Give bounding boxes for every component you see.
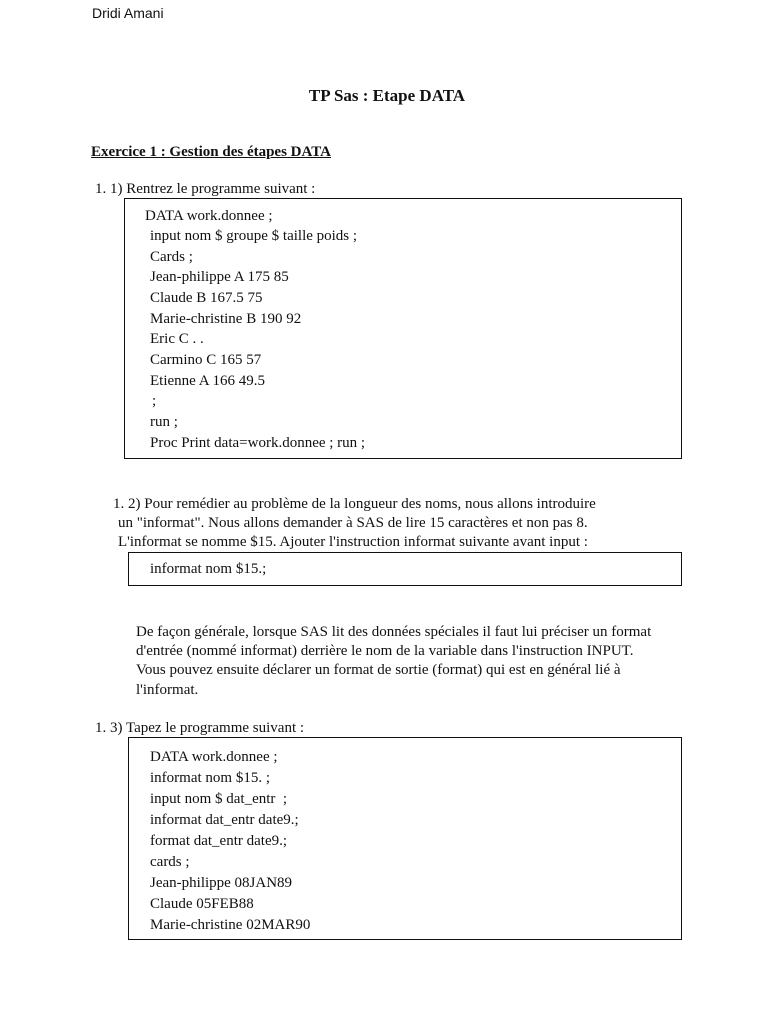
code-line: ; bbox=[152, 393, 157, 409]
step2-text-line: un "informat". Nous allons demander à SAS de lire 15 caractères et non pas 8. bbox=[118, 515, 588, 531]
code-line: Marie-christine 02MAR90 bbox=[150, 917, 311, 933]
code-line: informat nom $15. ; bbox=[150, 770, 270, 786]
note-line: l'informat. bbox=[136, 682, 199, 698]
note-line: De façon générale, lorsque SAS lit des données spéciales il faut lui préciser un format bbox=[136, 624, 652, 640]
code-line: Eric C . . bbox=[150, 331, 204, 347]
code-line: format dat_entr date9.; bbox=[150, 833, 288, 849]
code-line: informat dat_entr date9.; bbox=[150, 812, 299, 828]
code-line: Proc Print data=work.donnee ; run ; bbox=[150, 435, 366, 451]
code-line: Claude 05FEB88 bbox=[150, 896, 254, 912]
code-line: Claude B 167.5 75 bbox=[150, 290, 263, 306]
author-name: Dridi Amani bbox=[92, 5, 164, 21]
note-line: d'entrée (nommé informat) derrière le nom de la variable dans l'instruction INPUT. bbox=[136, 643, 634, 659]
exercise-heading: Exercice 1 : Gestion des étapes DATA bbox=[91, 144, 331, 160]
code-line: informat nom $15.; bbox=[150, 561, 267, 577]
code-line: Cards ; bbox=[150, 249, 193, 265]
code-line: run ; bbox=[150, 414, 178, 430]
code-line: Carmino C 165 57 bbox=[150, 352, 262, 368]
note-line: Vous pouvez ensuite déclarer un format de sortie (format) qui est en général lié à bbox=[136, 662, 621, 678]
code-line: input nom $ dat_entr ; bbox=[150, 791, 288, 807]
step1-label: 1. 1) Rentrez le programme suivant : bbox=[95, 181, 316, 197]
code-line: input nom $ groupe $ taille poids ; bbox=[150, 228, 358, 244]
code-line: Etienne A 166 49.5 bbox=[150, 373, 265, 389]
step2-text-line: L'informat se nomme $15. Ajouter l'instruction informat suivante avant input : bbox=[118, 534, 588, 550]
code-box-step1 bbox=[124, 198, 682, 459]
code-line: cards ; bbox=[150, 854, 190, 870]
step3-label: 1. 3) Tapez le programme suivant : bbox=[95, 720, 305, 736]
page-title: TP Sas : Etape DATA bbox=[308, 86, 466, 105]
code-line: Marie-christine B 190 92 bbox=[150, 311, 302, 327]
code-line: DATA work.donnee ; bbox=[150, 749, 278, 765]
code-line: Jean-philippe 08JAN89 bbox=[150, 875, 293, 891]
code-line: DATA work.donnee ; bbox=[145, 208, 273, 224]
step2-text-line: 1. 2) Pour remédier au problème de la longueur des noms, nous allons introduire bbox=[113, 496, 596, 512]
code-box-step3 bbox=[128, 737, 682, 940]
code-line: Jean-philippe A 175 85 bbox=[150, 269, 289, 285]
code-box-step2 bbox=[128, 552, 682, 586]
